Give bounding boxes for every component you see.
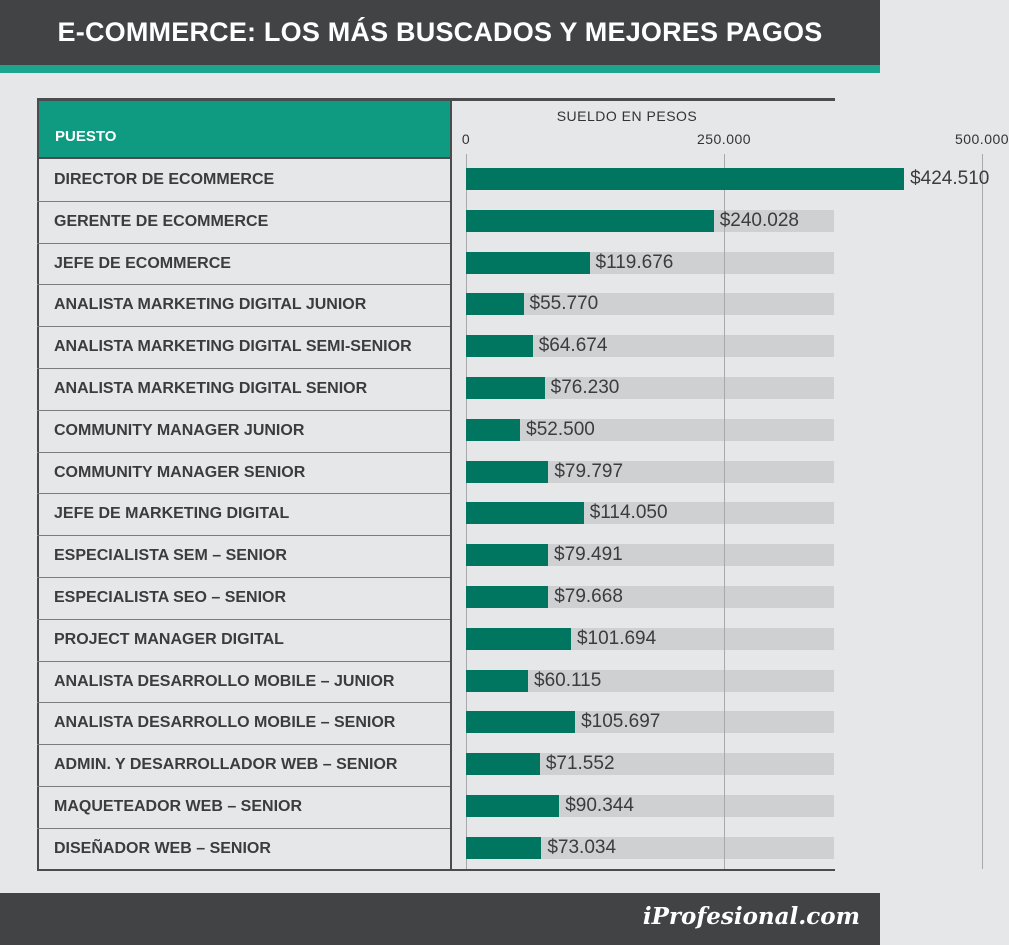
salary-bar xyxy=(466,502,584,524)
x-gridline xyxy=(724,154,725,869)
row-divider xyxy=(37,452,451,453)
salary-bar xyxy=(466,628,571,650)
row-divider xyxy=(37,326,451,327)
category-label: COMMUNITY MANAGER JUNIOR xyxy=(54,421,305,439)
row-divider xyxy=(37,702,451,703)
category-label: ANALISTA DESARROLLO MOBILE – JUNIOR xyxy=(54,672,395,690)
category-label: ESPECIALISTA SEM – SENIOR xyxy=(54,547,287,565)
accent-strip xyxy=(0,65,880,73)
x-tick-label: 250.000 xyxy=(696,131,752,147)
column-header-puesto: PUESTO xyxy=(55,128,117,145)
value-label: $90.344 xyxy=(565,795,634,816)
value-label: $71.552 xyxy=(545,753,615,775)
value-label: $119.676 xyxy=(595,251,674,273)
category-label: JEFE DE MARKETING DIGITAL xyxy=(54,505,290,523)
value-label: $79.668 xyxy=(554,586,623,607)
value-label: $79.491 xyxy=(554,544,623,566)
value-label: $55.770 xyxy=(529,293,599,315)
value-label: $79.797 xyxy=(554,460,624,482)
salary-bar xyxy=(466,711,575,733)
axis-title: SUELDO EN PESOS xyxy=(556,108,698,124)
category-label: JEFE DE ECOMMERCE xyxy=(54,254,231,272)
salary-bar xyxy=(466,419,520,441)
value-label: $76.230 xyxy=(550,377,620,398)
row-divider xyxy=(37,577,451,578)
column-header-cell xyxy=(37,98,451,159)
row-divider xyxy=(37,661,451,662)
value-label: $60.115 xyxy=(534,669,602,691)
category-label: ANALISTA MARKETING DIGITAL JUNIOR xyxy=(54,296,367,314)
category-label: ANALISTA DESARROLLO MOBILE – SENIOR xyxy=(54,714,396,732)
category-label: DIRECTOR DE ECOMMERCE xyxy=(54,171,275,188)
salary-table xyxy=(37,98,1009,871)
row-divider xyxy=(37,786,451,787)
category-label: DISEÑADOR WEB – SENIOR xyxy=(54,839,271,857)
salary-bar xyxy=(466,670,528,692)
category-label: ANALISTA MARKETING DIGITAL SENIOR xyxy=(54,380,368,397)
salary-bar xyxy=(466,795,559,817)
x-gridline xyxy=(982,154,983,869)
category-label: COMMUNITY MANAGER SENIOR xyxy=(54,463,306,481)
salary-bar xyxy=(466,461,548,483)
value-label: $73.034 xyxy=(547,836,617,858)
chart-title: E-COMMERCE: LOS MÁS BUSCADOS Y MEJORES PAGOS xyxy=(57,17,823,47)
salary-bar xyxy=(466,586,548,608)
row-divider xyxy=(37,201,451,202)
footer-bar xyxy=(0,893,880,945)
x-tick-label: 500.000 xyxy=(954,131,1009,147)
column-divider xyxy=(450,98,452,871)
x-tick-label: 0 xyxy=(461,131,471,147)
row-divider xyxy=(37,744,451,745)
value-label: $240.028 xyxy=(719,209,799,231)
category-label: ESPECIALISTA SEO – SENIOR xyxy=(54,589,287,606)
category-label: ADMIN. Y DESARROLLADOR WEB – SENIOR xyxy=(54,756,398,774)
brand-logo: iProfesional.com xyxy=(642,903,860,930)
salary-bar xyxy=(466,168,904,190)
row-divider xyxy=(37,284,451,285)
bar-track xyxy=(466,419,834,441)
category-label: GERENTE DE ECOMMERCE xyxy=(54,212,269,230)
category-label: PROJECT MANAGER DIGITAL xyxy=(54,630,284,648)
salary-bar xyxy=(466,293,524,315)
row-divider xyxy=(37,493,451,494)
value-label: $105.697 xyxy=(581,711,661,733)
row-divider xyxy=(37,243,451,244)
salary-bar xyxy=(466,335,533,357)
value-label: $424.510 xyxy=(910,168,990,189)
header-divider xyxy=(37,157,451,159)
value-label: $101.694 xyxy=(576,627,657,649)
row-divider xyxy=(37,535,451,536)
category-label: MAQUETEADOR WEB – SENIOR xyxy=(54,798,303,815)
salary-bar xyxy=(466,252,590,274)
row-divider xyxy=(37,828,451,829)
value-label: $52.500 xyxy=(526,418,595,440)
title-banner xyxy=(0,0,880,65)
value-label: $114.050 xyxy=(589,502,668,524)
salary-bar xyxy=(466,210,714,232)
value-label: $64.674 xyxy=(538,335,608,357)
salary-bar xyxy=(466,753,540,775)
row-divider xyxy=(37,619,451,620)
salary-bar xyxy=(466,837,541,859)
salary-bar xyxy=(466,544,548,566)
row-divider xyxy=(37,410,451,411)
salary-bar xyxy=(466,377,545,399)
row-divider xyxy=(37,368,451,369)
category-label: ANALISTA MARKETING DIGITAL SEMI-SENIOR xyxy=(54,338,412,356)
